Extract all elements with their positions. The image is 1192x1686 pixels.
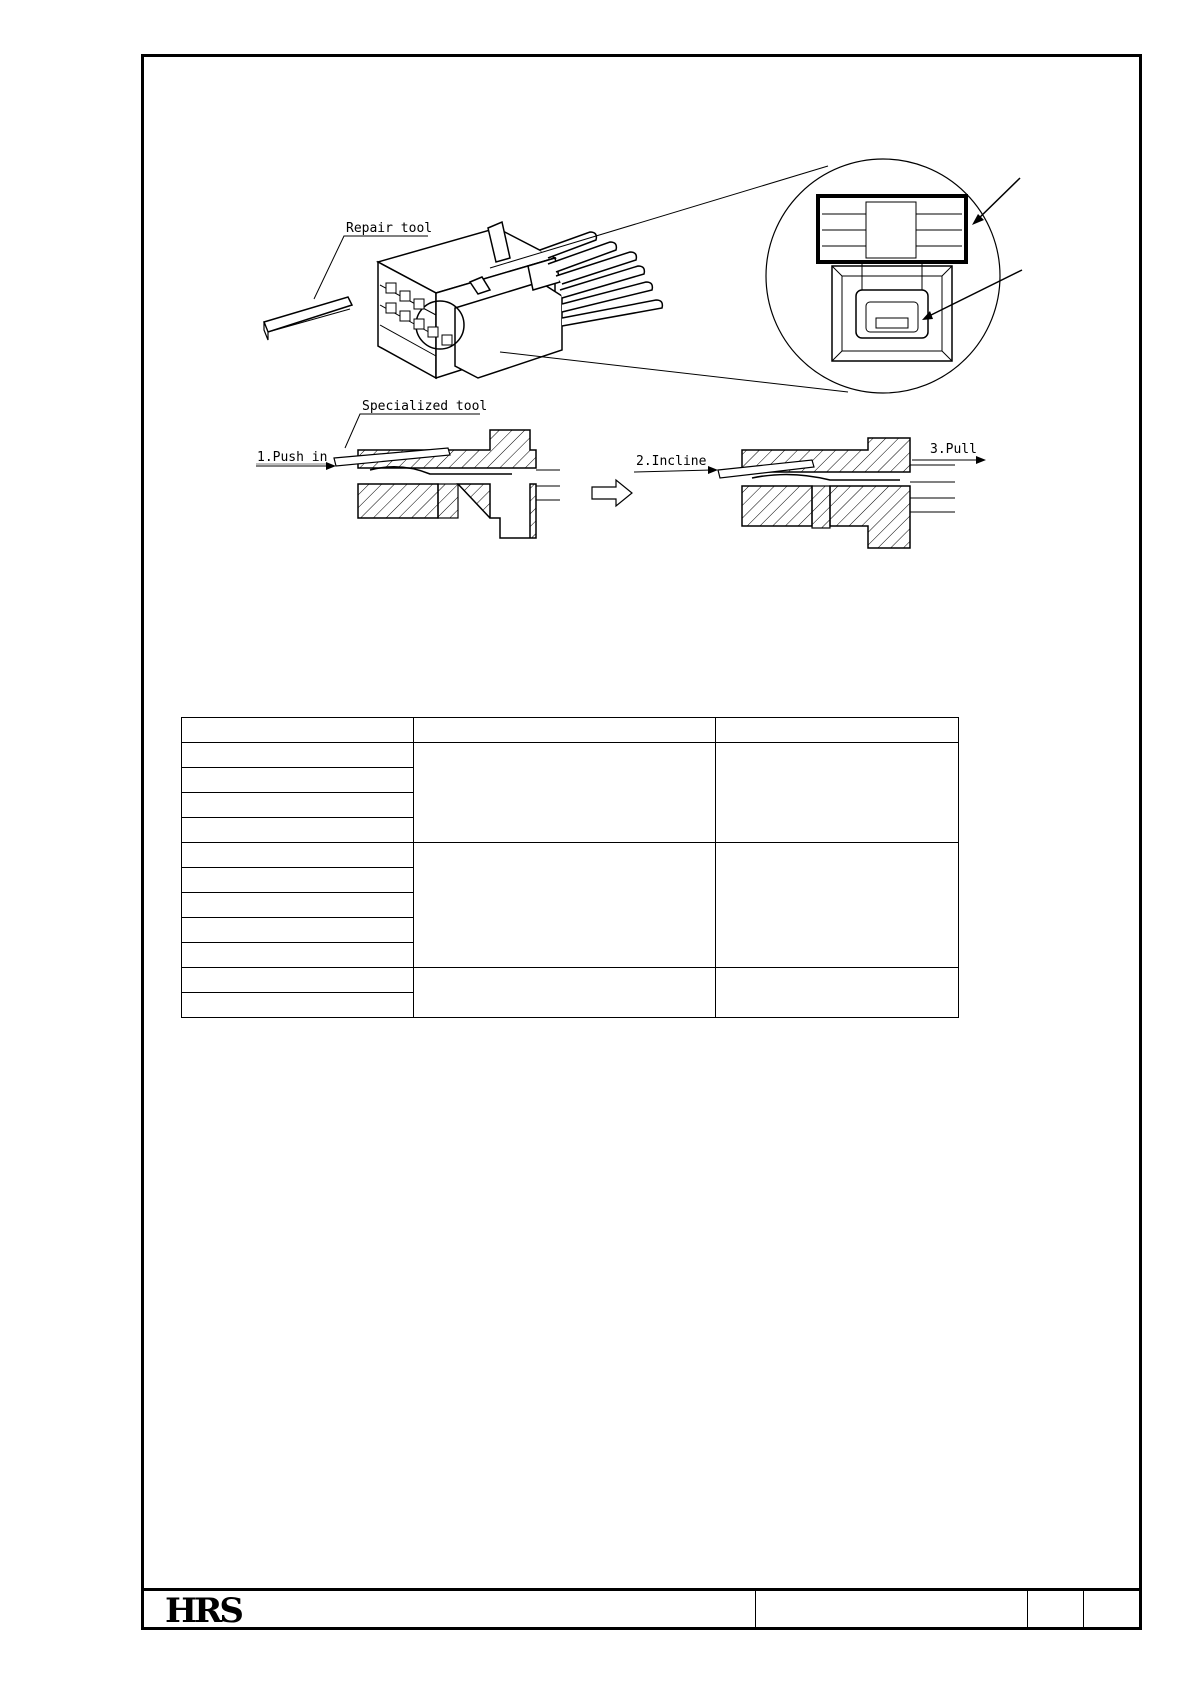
title-block-cell bbox=[755, 1591, 756, 1630]
step-pull-label: 3.Pull bbox=[930, 442, 977, 457]
step-incline-label: 2.Incline bbox=[636, 454, 707, 469]
title-block-cell bbox=[1083, 1591, 1084, 1630]
transition-arrow-icon bbox=[592, 480, 632, 506]
table-row bbox=[182, 843, 959, 868]
group-1-note-cell bbox=[716, 743, 959, 843]
group-1-tool-cell bbox=[414, 743, 716, 843]
group-2-note-cell bbox=[716, 843, 959, 968]
hrs-logo: HRS bbox=[165, 1591, 241, 1631]
section-view-push-in bbox=[256, 399, 560, 538]
table-header-row bbox=[182, 718, 959, 743]
table-row bbox=[182, 743, 959, 768]
group-3-tool-cell bbox=[414, 968, 716, 1018]
group-3-note-cell bbox=[716, 968, 959, 1018]
step-push-in-label: 1.Push in bbox=[257, 450, 328, 465]
connector-housing-drawing bbox=[378, 222, 562, 378]
group-2-tool-cell bbox=[414, 843, 716, 968]
specialized-tool-label: Specialized tool bbox=[362, 399, 488, 414]
repair-tool-label: Repair tool bbox=[346, 221, 433, 236]
detail-view-circle bbox=[766, 159, 1022, 393]
section-view-incline-pull bbox=[634, 438, 986, 548]
spec-table bbox=[181, 717, 959, 1018]
title-block bbox=[141, 1588, 1142, 1630]
table-row bbox=[182, 968, 959, 993]
title-block-cell bbox=[1027, 1591, 1028, 1630]
